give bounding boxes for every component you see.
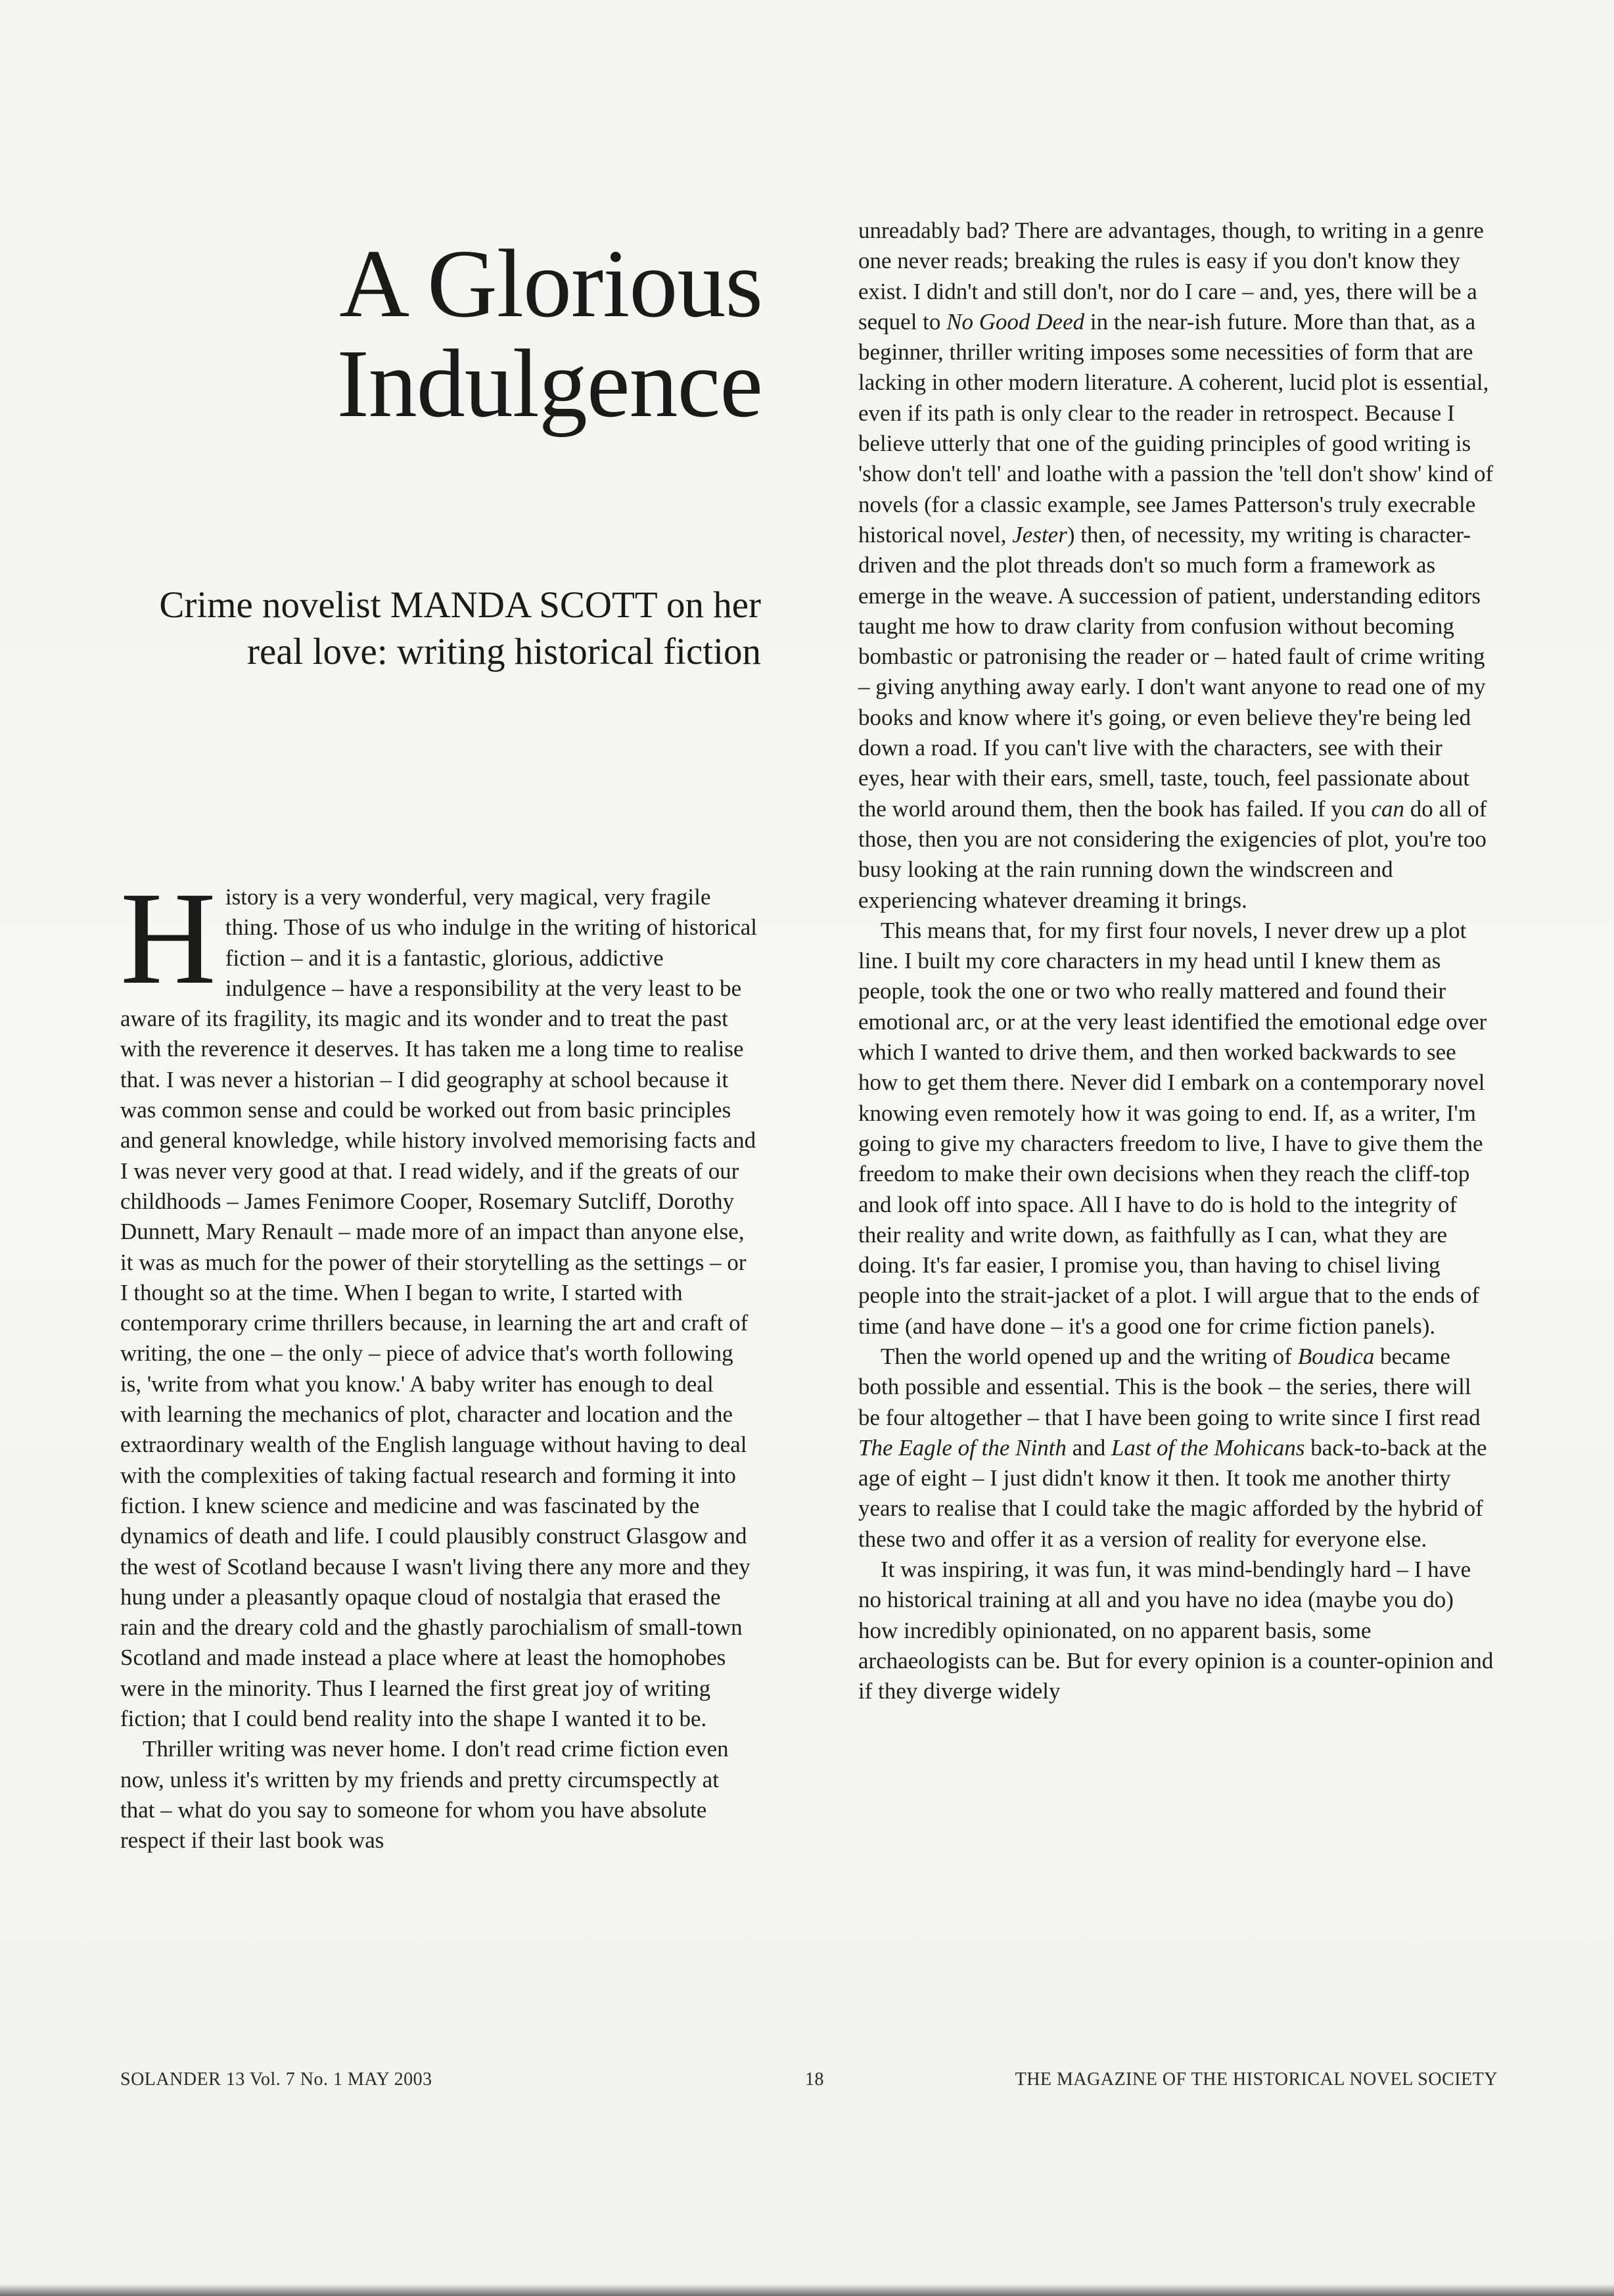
article-subtitle: Crime novelist MANDA SCOTT on her real love: writing historical fiction xyxy=(159,584,761,672)
page-number: 18 xyxy=(805,2069,824,2090)
paragraph: This means that, for my first four novels, I never drew up a plot line. I built my core characters in my head until I knew them as people, took the one or two who really mattered and found their emotional arc, or at the very least identified the emotional edge over which I wanted to drive them, and then worked backwards to see how to get them there. Never did I embark on a contemporary novel knowing even remotely how it was going to end. If, as a writer, I'm going to give my characters freedom to live, I have to give them the freedom to make their own decisions when they reach the cliff-top and look off into space. All I have to do is hold to the integrity of their reality and write down, as faithfully as I can, what they are doing. It's far easier, I promise you, than having to chisel living people into the strait-jacket of a plot. I will argue that to the ends of time (and have done – it's a good one for crime fiction panels). xyxy=(858,917,1487,1339)
paragraph xyxy=(858,216,1494,916)
paragraph: Thriller writing was never home. I don't read crime fiction even now, unless it's written by my friends and pretty circumspectly at that – what do you say to someone for whom you have absolute respect if their last book was xyxy=(120,1736,729,1854)
footer-magazine: THE MAGAZINE OF THE HISTORICAL NOVEL SOCIETY xyxy=(1015,2069,1498,2090)
book-title: Jester xyxy=(1012,521,1067,548)
paragraph-text: ) then, of necessity, my writing is character-driven and the plot threads don't so much form a framework as emerge in the weave. A succession of patient, understanding editors taught me how to draw clarity from confusion without becoming bombastic or patronising the reader or – hated fault of crime writing – giving anything away early. I don't want anyone to read one of my books and know where it's going, or even believe they're being led down a road. If you can't live with the characters, see with their eyes, hear with their ears, smell, taste, touch, feel passionate about the world around them, then the book has failed. If you xyxy=(858,521,1486,822)
paragraph: It was inspiring, it was fun, it was mind-bendingly hard – I have no historical training at all and you have no idea (maybe you do) how incredibly opinionated, on no apparent basis, some archaeologists can be. But for every opinion is a counter-opinion and if they diverge widely xyxy=(858,1557,1494,1704)
paragraph-text: do all of those, then you are not considering the exigencies of plot, you're too busy looking at the rain running down the windscreen and experiencing whatever dreaming it brings. xyxy=(858,795,1487,913)
left-column xyxy=(120,864,758,1856)
drop-cap: H xyxy=(120,864,216,1012)
paragraph-text: in the near-ish future. More than that, as a beginner, thriller writing imposes some necessities of form that are lacking in other modern literature. A coherent, lucid plot is essential, even if its path is only clear to the reader in retrospect. Because I believe utterly that one of the guiding principles of good writing is 'show don't tell' and loathe with a passion the 'tell don't show' kind of novels (for a classic example, see James Patterson's truly execrable historical novel, xyxy=(858,308,1494,548)
paragraph-text: Then the world opened up and the writing of xyxy=(881,1343,1298,1369)
paragraph-text: back-to-back at the age of eight – I just didn't know it then. It took me another thirty years to realise that I could take the magic afforded by the hybrid of these two and offer it as a version of reality for everyone else. xyxy=(858,1434,1487,1552)
paragraph-text: istory is a very wonderful, very magical, very fragile thing. Those of us who indulge in the writing of historical fiction – and it is a fantastic, glorious, addictive indulgence – have a responsibility at the very least to be aware of its fragility, its magic and its wonder and to treat the past with the reverence it deserves. It has taken me a long time to realise that. I was never a historian – I did geography at school because it was common sense and could be worked out from basic principles and general knowledge, while history involved memorising facts and I was never very good at that. I read widely, and if the greats of our childhoods – James Fenimore Cooper, Rosemary Sutcliff, Dorothy Dunnett, Mary Renault – made more of an impact than anyone else, it was as much for the power of their storytelling as the settings – or I thought so at the time. When I began to write, I started with contemporary crime thrillers because, in learning the art and craft of writing, the one – the only – piece of advice that's worth following is, 'write from what you know.' A baby writer has enough to deal with learning the mechanics of plot, character and location and the extraordinary wealth of the English language without having to deal with the complexities of taking factual research and forming it into fiction. I knew science and medicine and was fascinated by the dynamics of death and life. I could plausibly construct Glasgow and the west of Scotland because I wasn't living there any more and they hung under a pleasantly opaque cloud of nostalgia that erased the rain and the dreary cold and the ghastly parochialism of small-town Scotland and made instead a place where at least the homophobes were in the minority. Thus I learned the first great joy of writing fiction; that I could bend reality into the shape I wanted it to be. xyxy=(120,884,758,1732)
paragraph xyxy=(858,1342,1494,1555)
paragraph-text: and xyxy=(1066,1434,1111,1461)
book-title: Last of the Mohicans xyxy=(1111,1434,1305,1461)
paragraph-text: unreadably bad? There are advantages, though, to writing in a genre one never reads; breaking the rules is easy if you don't know they exist. I didn't and still don't, nor do I care – and, yes, there will be a sequel to xyxy=(858,218,1484,335)
book-title: Boudica xyxy=(1297,1343,1375,1369)
emphasis: can xyxy=(1371,795,1405,822)
page-edge-shadow xyxy=(0,2284,1614,2296)
book-title: The Eagle of the Ninth xyxy=(858,1434,1067,1461)
article-title: A Glorious Indulgence xyxy=(336,230,762,438)
book-title: No Good Deed xyxy=(946,308,1085,335)
right-column xyxy=(858,216,1494,1707)
paragraph xyxy=(120,864,758,1734)
footer-issue: SOLANDER 13 Vol. 7 No. 1 MAY 2003 xyxy=(120,2069,432,2090)
paragraph-text: became both possible and essential. This is the book – the series, there will be four altogether – that I have been going to write since I first read xyxy=(858,1343,1481,1430)
